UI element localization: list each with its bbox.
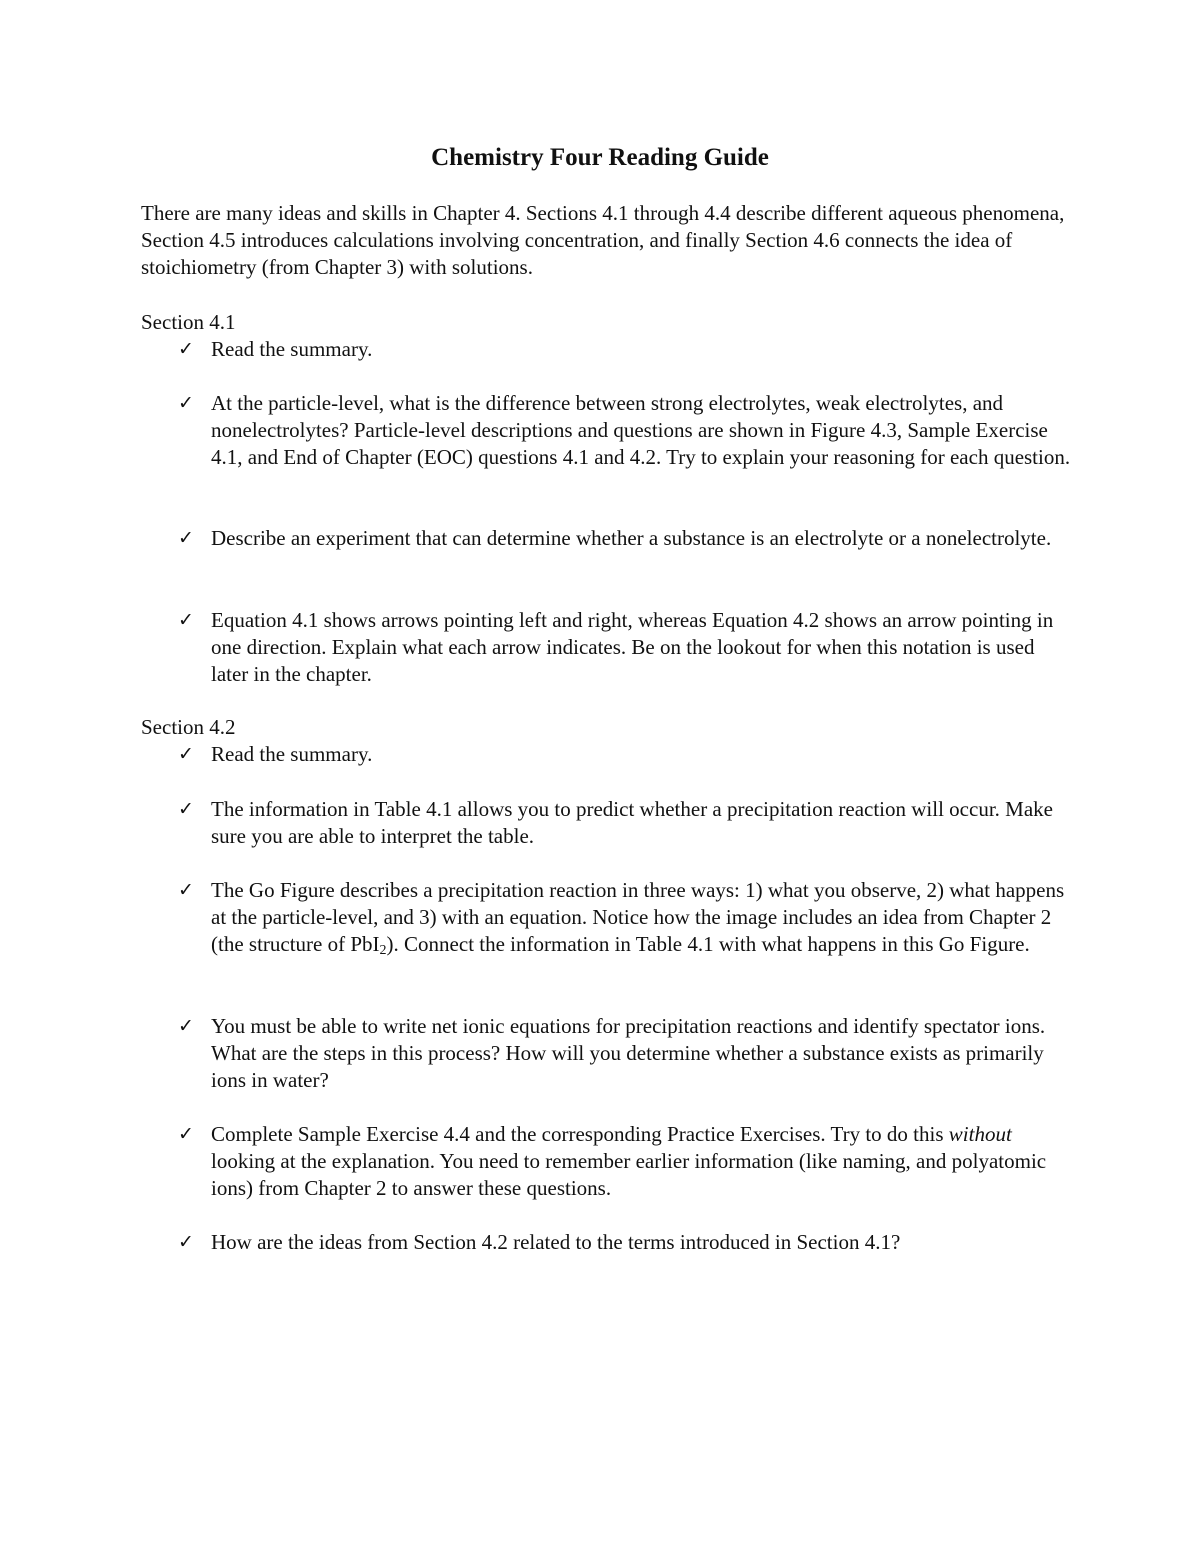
sample-exercise-text-start: Complete Sample Exercise 4.4 and the corresponding Practice Exercises. Try to do this	[211, 1122, 949, 1146]
checklist-item-text: You must be able to write net ionic equations for precipitation reactions and identify spectator ions. What are the steps in this process? How will you determine whether a substance exists as primarily ions in water?	[211, 1014, 1046, 1092]
section-heading-4-1: Section 4.1	[141, 310, 236, 334]
check-mark-icon: ✓	[178, 798, 194, 820]
checklist-item	[178, 877, 1073, 964]
checklist-item-text: Read the summary.	[211, 337, 373, 361]
checklist-item	[178, 1013, 1073, 1094]
checklist-item-text: Read the summary.	[211, 742, 373, 766]
check-mark-icon: ✓	[178, 338, 194, 360]
checklist-item-text: At the particle-level, what is the difference between strong electrolytes, weak electrolytes, and nonelectrolytes? Particle-level descriptions and questions are shown in Figure 4.3, Sample Exercise 4.1, and End of Chapter (EOC) questions 4.1 and 4.2. Try to explain your reasoning for each question.	[211, 391, 1071, 469]
section-heading-4-2: Section 4.2	[141, 715, 236, 739]
check-mark-icon: ✓	[178, 1123, 194, 1145]
checklist-item-text: Describe an experiment that can determine whether a substance is an electrolyte or a nonelectrolyte.	[211, 526, 1052, 550]
checklist-item-text: Equation 4.1 shows arrows pointing left and right, whereas Equation 4.2 shows an arrow pointing in one direction. Explain what each arrow indicates. Be on the lookout for when this notation is used later in the chapter.	[211, 608, 1054, 686]
sample-exercise-text-end: looking at the explanation. You need to remember earlier information (like naming, and polyatomic ions) from Chapter 2 to answer these questions.	[211, 1149, 1047, 1200]
checklist-item	[178, 336, 1073, 363]
check-mark-icon: ✓	[178, 743, 194, 765]
check-mark-icon: ✓	[178, 1231, 194, 1253]
check-mark-icon: ✓	[178, 609, 194, 631]
check-mark-icon: ✓	[178, 527, 194, 549]
checklist-item	[178, 525, 1073, 552]
check-mark-icon: ✓	[178, 1015, 194, 1037]
checklist-item	[178, 1121, 1073, 1202]
check-mark-icon: ✓	[178, 392, 194, 414]
checklist-item	[178, 1229, 1073, 1256]
checklist-item	[178, 607, 1073, 688]
checklist-item-text: How are the ideas from Section 4.2 related to the terms introduced in Section 4.1?	[211, 1230, 901, 1254]
intro-paragraph: There are many ideas and skills in Chapter 4. Sections 4.1 through 4.4 describe different aqueous phenomena, Section 4.5 introduces calculations involving concentration, and finally Section 4.6 connects the idea of stoichiometry (from Chapter 3) with solutions.	[141, 201, 1065, 279]
checklist-item	[178, 741, 1073, 768]
checklist-item-text	[211, 877, 1073, 964]
go-figure-text-start: The Go Figure describes a precipitation reaction in three ways: 1) what you observe, 2) what happens at the particle-level, and 3) with an equation. Notice how the image includes an idea from Chapter 2 (the structure of PbI	[211, 878, 1065, 956]
check-mark-icon: ✓	[178, 879, 194, 901]
checklist-item	[178, 796, 1073, 850]
checklist-item-text	[211, 1121, 1073, 1202]
page-title: Chemistry Four Reading Guide	[431, 144, 769, 171]
checklist-item	[178, 390, 1073, 471]
checklist-item-text: The information in Table 4.1 allows you to predict whether a precipitation reaction will occur. Make sure you are able to interpret the table.	[211, 797, 1053, 848]
emphasis-without: without	[948, 1122, 1012, 1146]
go-figure-text-end: ). Connect the information in Table 4.1 with what happens in this Go Figure.	[386, 932, 1030, 956]
subscript-two: 2	[379, 943, 387, 958]
